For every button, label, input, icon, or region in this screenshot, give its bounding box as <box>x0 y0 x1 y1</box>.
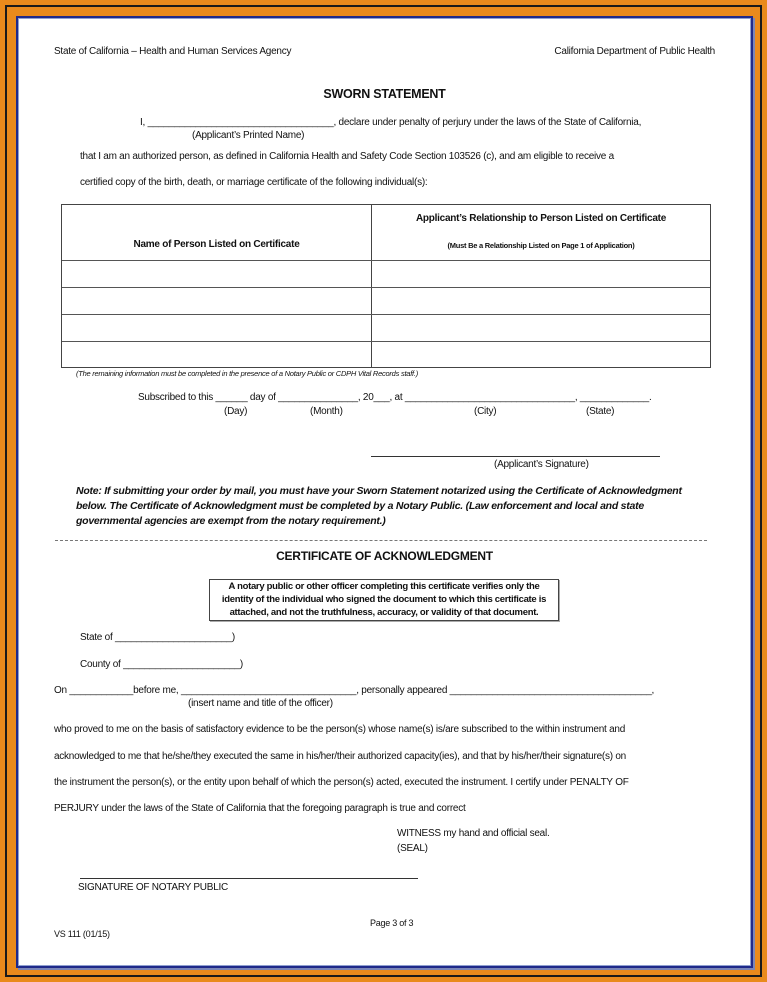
notary-signature-line[interactable] <box>80 878 418 879</box>
col-header-relationship: Applicant’s Relationship to Person Listed on Certificate <box>415 213 667 224</box>
city-label: (City) <box>474 406 497 417</box>
day-label: (Day) <box>224 406 248 417</box>
on-date-line[interactable]: On ____________before me, _________________________________, personally appeared ______________________________________, <box>54 685 655 696</box>
presence-note: (The remaining information must be completed in the presence of a Notary Public or CDPH Vital Records staff.) <box>76 369 418 378</box>
certificate-disclaimer-box <box>209 579 559 621</box>
header-agency: State of California – Health and Human Services Agency <box>54 46 292 57</box>
relationship-cell-4[interactable] <box>372 342 710 367</box>
cut-divider <box>55 540 707 541</box>
disclaimer-line-2: identity of the individual who signed the document to which this certificate is <box>221 594 547 605</box>
notary-signature-label: SIGNATURE OF NOTARY PUBLIC <box>78 882 229 893</box>
form-id: VS 111 (01/15) <box>54 929 110 939</box>
disclaimer-line-3: attached, and not the truthfulness, accuracy, or validity of that document. <box>229 607 539 618</box>
witness-text: WITNESS my hand and official seal. <box>397 828 550 839</box>
name-cell-1[interactable] <box>62 261 371 287</box>
ack-paragraph-4: PERJURY under the laws of the State of California that the foregoing paragraph is true and correct <box>54 803 466 814</box>
document-page <box>16 16 753 968</box>
sworn-statement-title: SWORN STATEMENT <box>323 87 446 101</box>
individuals-table <box>61 204 711 368</box>
name-cell-4[interactable] <box>62 342 371 367</box>
header-department: California Department of Public Health <box>554 46 715 57</box>
ack-paragraph-2: acknowledged to me that he/she/they executed the same in his/her/their authorized capacity(ies), and that by his/her/their signature(s) on <box>54 751 626 762</box>
relationship-cell-1[interactable] <box>372 261 710 287</box>
state-label: (State) <box>586 406 615 417</box>
col-subheader-relationship: (Must Be a Relationship Listed on Page 1 of Application) <box>447 241 635 250</box>
ack-paragraph-3: the instrument the person(s), or the entity upon behalf of which the person(s) acted, executed the instrument. I certify under PENALTY OF <box>54 777 629 788</box>
name-cell-2[interactable] <box>62 288 371 314</box>
declaration-line: I, ___________________________________, declare under penalty of perjury under the laws of the State of California, <box>140 117 642 128</box>
county-of-field[interactable]: County of ______________________) <box>80 659 244 670</box>
printed-name-label: (Applicant’s Printed Name) <box>192 130 305 141</box>
page-number: Page 3 of 3 <box>370 918 414 928</box>
officer-label: (insert name and title of the officer) <box>188 698 333 709</box>
mail-note-line-2: below. The Certificate of Acknowledgment must be completed by a Notary Public. (Law enforcement and local and state <box>76 500 644 512</box>
relationship-cell-3[interactable] <box>372 315 710 341</box>
mail-note-line-1: Note: If submitting your order by mail, you must have your Sworn Statement notarized using the Certificate of Acknowledgment <box>76 485 682 497</box>
authorized-person-line: that I am an authorized person, as defined in California Health and Safety Code Section 103526 (c), and am eligible to receive a <box>80 151 614 162</box>
relationship-cell-2[interactable] <box>372 288 710 314</box>
certificate-title: CERTIFICATE OF ACKNOWLEDGMENT <box>276 549 493 563</box>
name-cell-3[interactable] <box>62 315 371 341</box>
subscribed-line: Subscribed to this ______ day of _______________, 20___, at ________________________________, _____________. <box>138 392 652 403</box>
col-header-name: Name of Person Listed on Certificate <box>133 239 300 250</box>
month-label: (Month) <box>310 406 343 417</box>
disclaimer-line-1: A notary public or other officer completing this certificate verifies only the <box>228 581 540 592</box>
applicant-signature-label: (Applicant’s Signature) <box>494 459 589 470</box>
state-of-field[interactable]: State of ______________________) <box>80 632 235 643</box>
seal-text: (SEAL) <box>397 843 428 854</box>
certified-copy-line: certified copy of the birth, death, or marriage certificate of the following individual(s): <box>80 177 428 188</box>
applicant-signature-line[interactable] <box>371 456 660 457</box>
ack-paragraph-1: who proved to me on the basis of satisfactory evidence to be the person(s) whose name(s) is/are subscribed to the within instrument and <box>54 724 626 735</box>
mail-note-line-3: governmental agencies are exempt from the notary requirement.) <box>76 515 386 527</box>
